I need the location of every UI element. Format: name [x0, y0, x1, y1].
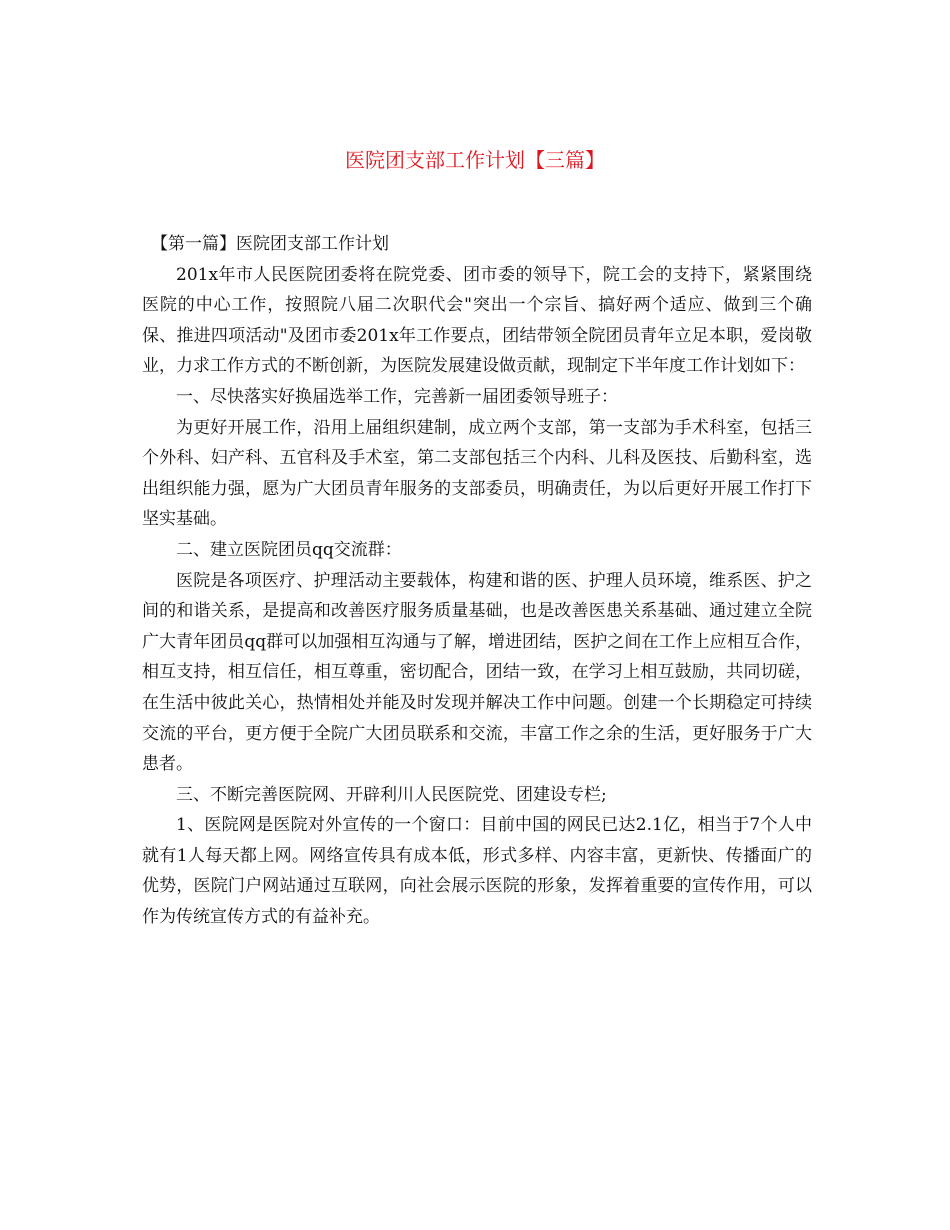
paragraph: 1、医院网是医院对外宣传的一个窗口：目前中国的网民已达2.1亿，相当于7个人中就有1人每天都上网。网络宣传具有成本低，形式多样、内容丰富，更新快、传播面广的优势，医院门户网站通过互联网，向社会展示医院的形象，发挥着重要的宣传作用，可以作为传统宣传方式的有益补充。 — [142, 815, 812, 928]
paragraph: 三、不断完善医院网、开辟利川人民医院党、团建设专栏; — [176, 784, 607, 805]
section-heading: 【第一篇】医院团支部工作计划 — [151, 234, 389, 254]
paragraph: 一、尽快落实好换届选举工作，完善新一届团委领导班子： — [176, 386, 618, 407]
paragraph: 医院是各项医疗、护理活动主要载体，构建和谐的医、护理人员环境，维系医、护之间的和谐关系，是提高和改善医疗服务质量基础，也是改善医患关系基础、通过建立全院广大青年团员qq群可以加强相互沟通与了解，增进团结，医护之间在工作上应相互合作，相互支持，相互信任，相互尊重，密切配合，团结一致，在学习上相互鼓励，共同切磋，在生活中彼此关心，热情相处并能及时发现并解决工作中问题。创建一个长期稳定可持续交流的平台，更方便于全院广大团员联系和交流，丰富工作之余的生活，更好服务于广大患者。 — [142, 570, 812, 775]
paragraph: 二、建立医院团员qq交流群： — [176, 539, 402, 560]
paragraph: 为更好开展工作，沿用上届组织建制，成立两个支部，第一支部为手术科室，包括三个外科、妇产科、五官科及手术室，第二支部包括三个内科、儿科及医技、后勤科室，选出组织能力强，愿为广大团员青年服务的支部委员，明确责任，为以后更好开展工作打下坚实基础。 — [142, 417, 812, 530]
paragraph: 201x年市人民医院团委将在院党委、团市委的领导下，院工会的支持下，紧紧围绕医院的中心工作，按照院八届二次职代会"突出一个宗旨、搞好两个适应、做到三个确保、推进四项活动"及团市委201x年工作要点，团结带领全院团员青年立足本职，爱岗敬业，力求工作方式的不断创新，为医院发展建设做贡献，现制定下半年度工作计划如下： — [142, 264, 812, 377]
document-title: 医院团支部工作计划【三篇】 — [345, 148, 605, 172]
document-body — [142, 229, 812, 933]
